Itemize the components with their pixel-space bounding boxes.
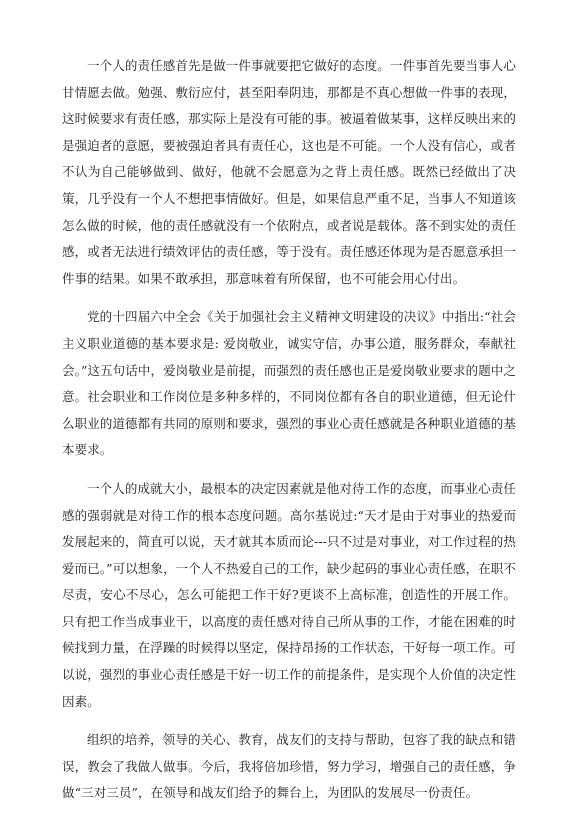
paragraph-3: 一个人的成就大小，最根本的决定因素就是他对待工作的态度，而事业心责任感的强弱就是对待工作的根本态度问题。高尔基说过:“天才是由于对事业的热爱而发展起来的，简直可以说，天才就其本质而论---只不过是对事业，对工作过程的热爱而已。”可以想象，一个人不热爱自己的工作，缺少起码的事业心责任感，在职不尽责，安心不尽心，怎么可能把工作干好?更谈不上高标准，创造性的开展工作。只有把工作当成事业干，以高度的责任感对待自己所从事的工作，才能在困难的时候找到力量，在浮躁的时候得以坚定，保持昂扬的工作状态，干好每一项工作。可以说，强烈的事业心责任感是干好一切工作的前提条件，是实现个人价值的决定性因素。: [62, 480, 516, 709]
paragraph-2: 党的十四届六中全会《关于加强社会主义精神文明建设的决议》中指出:“社会主义职业道德的基本要求是: 爱岗敬业，诚实守信，办事公道，服务群众，奉献社会。”这五句话中，爱岗敬业是前提，而强烈的责任感也正是爱岗敬业要求的题中之意。社会职业和工作岗位是多种多样的，不同岗位都有各自的职业道德，但无论什么职业的道德都有共同的原则和要求，强烈的事业心责任感就是各种职业道德的基本要求。: [62, 309, 516, 458]
paragraph-4: 组织的培养，领导的关心、教育，战友们的支持与帮助，包容了我的缺点和错误，教会了我做人做事。今后，我将倍加珍惜，努力学习，增强自己的责任感，争做“三对三员”，在领导和战友们给予的舞台上，为团队的发展尽一份责任。: [62, 732, 516, 801]
paragraph-1: 一个人的责任感首先是做一件事就要把它做好的态度。一件事首先要当事人心甘情愿去做。勉强、敷衍应付，甚至阳奉阴违，那都是不真心想做一件事的表现，这时候要求有责任感，那实际上是没有可能的事。被逼着做某事，这样反映出来的是强迫者的意愿，要被强迫者具有责任心，这也是不可能。一个人没有信心，或者不认为自己能够做到、做好，他就不会愿意为之背上责任感。既然已经做出了决策，几乎没有一个人不想把事情做好。但是，如果信息严重不足，当事人不知道该怎么做的时候，他的责任感就没有一个依附点，或者说是载体。落不到实处的责任感，或者无法进行绩效评估的责任感，等于没有。责任感还体现为是否愿意承担一件事的结果。如果不敢承担，那意味着有所保留，也不可能会用心付出。: [62, 58, 516, 286]
